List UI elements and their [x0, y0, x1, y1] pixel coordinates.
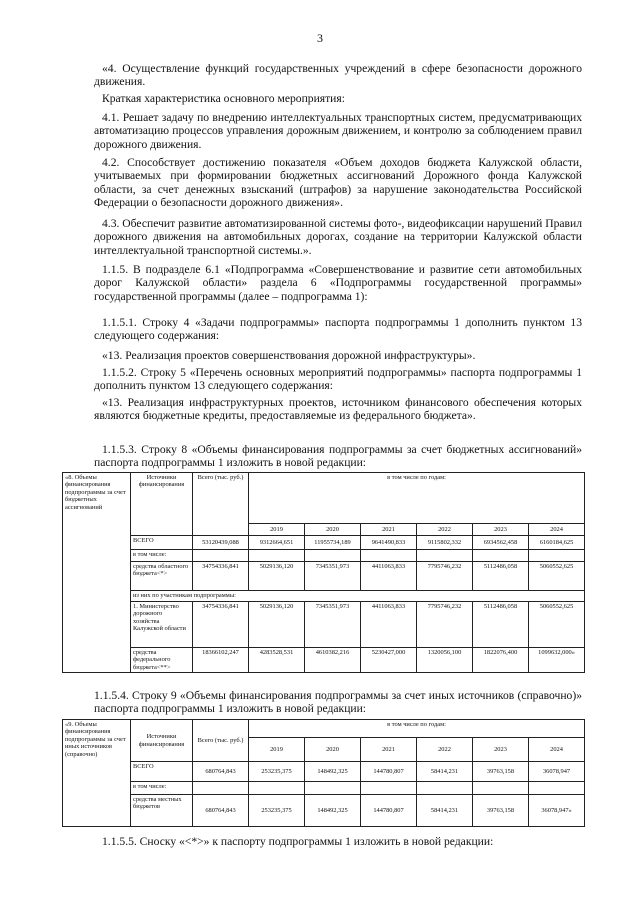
table2-local-label: средства местных бюджетов: [131, 795, 193, 827]
table-row: [63, 762, 585, 782]
table1-cell: 9641490,833: [361, 536, 417, 550]
table2-incl-label: в том числе:: [131, 782, 193, 795]
paragraph-1-1-5-3: 1.1.5.3. Строку 8 «Объемы финансирования подпрограммы за счет бюджетных ассигнований» паспорта подпрограммы 1 изложить в новой редакции:: [94, 443, 582, 470]
table2-cell: 148492,325: [305, 762, 361, 782]
table1-incl-label: в том числе:: [131, 550, 193, 562]
table2-year: 2021: [361, 738, 417, 762]
table1-cell: 9312664,651: [249, 536, 305, 550]
paragraph-quote-13-tasks: «13. Реализация проектов совершенствования дорожной инфраструктуры».: [102, 349, 476, 362]
table1-cell: 5112486,058: [473, 602, 529, 648]
paragraph-1-1-5-5: 1.1.5.5. Сноску «<*>» к паспорту подпрограммы 1 изложить в новой редакции:: [102, 835, 494, 848]
table2-cell: 148492,325: [305, 795, 361, 827]
table2-header-source: Источники финансирования: [131, 720, 193, 762]
table1-cell: 1320056,100: [417, 648, 473, 673]
table1-cell: 4411063,833: [361, 562, 417, 591]
table-row: [63, 782, 585, 795]
table1-participants-label: из них по участникам подпрограммы:: [131, 591, 585, 602]
paragraph-4-2: 4.2. Способствует достижению показателя «Объем доходов бюджета Калужской области, учитываемых при формировании бюджетных ассигнований Дорожного фонда Калужской области, за счет денежных взысканий (штрафов) за нарушение законодательства Российской Федерации о безопасности дорожного движения».: [94, 156, 582, 210]
table2-cell: 253235,375: [249, 762, 305, 782]
paragraph-4-1: 4.1. Решает задачу по внедрению интеллектуальных транспортных систем, предусматривающих автоматизацию процессов управления дорожным движением, и контролю за соблюдением правил дорожного движения.: [94, 111, 582, 151]
table1-cell: 9115802,332: [417, 536, 473, 550]
paragraph-1-1-5-2: 1.1.5.2. Строку 5 «Перечень основных мероприятий подпрограммы» паспорта подпрограммы 1 дополнить пунктом 13 следующего содержания:: [94, 366, 582, 393]
table1-year: 2021: [361, 524, 417, 536]
table2-header-years-caption: в том числе по годам:: [249, 720, 585, 738]
table1-year: 2024: [529, 524, 585, 536]
table-row: [63, 591, 585, 602]
table2-year: 2023: [473, 738, 529, 762]
table1-ministry-sum: 34754336,841: [193, 602, 249, 648]
table2-year: 2022: [417, 738, 473, 762]
table1-cell: 1099632,000»: [529, 648, 585, 673]
table1-cell: 5230427,000: [361, 648, 417, 673]
table-row: [63, 562, 585, 591]
table-row: [63, 602, 585, 648]
table1-cell: 7345351,973: [305, 602, 361, 648]
table2-local-sum: 680764,843: [193, 795, 249, 827]
table1-header-total: Всего (тыс. руб.): [193, 473, 249, 536]
financing-table-budget: [62, 472, 585, 673]
table1-year: 2020: [305, 524, 361, 536]
paragraph-1-1-5-4: 1.1.5.4. Строку 9 «Объемы финансирования подпрограммы за счет иных источников (справочно)» паспорта подпрограммы 1 изложить в новой редакции:: [94, 689, 582, 716]
financing-table-other-sources: [62, 719, 585, 827]
table1-header-years-caption: в том числе по годам:: [249, 473, 585, 524]
table1-cell: 4610382,216: [305, 648, 361, 673]
table1-cell: 5029136,120: [249, 562, 305, 591]
table1-cell: 5060552,625: [529, 562, 585, 591]
table2-cell: 253235,375: [249, 795, 305, 827]
paragraph-quote-13-measures: «13. Реализация инфраструктурных проектов, источником финансового обеспечения которых являются бюджетные кредиты, предоставляемые из федерального бюджета».: [94, 396, 582, 423]
table2-total-label: ВСЕГО: [131, 762, 193, 782]
table2-total-sum: 680764,843: [193, 762, 249, 782]
table1-federal-label: средства федерального бюджета<**>: [131, 648, 193, 673]
table1-total-sum: 53120439,088: [193, 536, 249, 550]
paragraph-item-4: «4. Осуществление функций государственных учреждений в сфере безопасности дорожного движения.: [94, 62, 582, 89]
page-number: 3: [317, 31, 323, 45]
table1-federal-sum: 18366102,247: [193, 648, 249, 673]
table1-cell: 4411063,833: [361, 602, 417, 648]
table1-cell: 7345351,973: [305, 562, 361, 591]
table1-regional-sum: 34754336,841: [193, 562, 249, 591]
table2-cell: 36078,947: [529, 762, 585, 782]
table1-ministry-label: 1. Министерство дорожного хозяйства Калужской области: [131, 602, 193, 648]
table1-cell: 5112486,058: [473, 562, 529, 591]
table1-total-label: ВСЕГО: [131, 536, 193, 550]
table2-cell: 144780,807: [361, 795, 417, 827]
table1-cell: 4283528,531: [249, 648, 305, 673]
table1-cell: 11955734,189: [305, 536, 361, 550]
table2-year: 2019: [249, 738, 305, 762]
table2-cell: 36078,947»: [529, 795, 585, 827]
table2-row-label: «9. Объемы финансирования подпрограммы за счет иных источников (справочно): [63, 720, 131, 827]
table2-cell: 58414,231: [417, 762, 473, 782]
table2-header-total: Всего (тыс. руб.): [193, 720, 249, 762]
paragraph-summary-heading: Краткая характеристика основного мероприятия:: [102, 92, 345, 105]
paragraph-4-3: 4.3. Обеспечит развитие автоматизированной системы фото-, видеофиксации нарушений Правил дорожного движения на автомобильных дорогах, создание на территории Калужской области интеллектуальной транспортной системы.».: [94, 217, 582, 257]
table2-cell: 39763,158: [473, 762, 529, 782]
table1-cell: 5060552,625: [529, 602, 585, 648]
table1-cell: 1822076,400: [473, 648, 529, 673]
table2-cell: 58414,231: [417, 795, 473, 827]
paragraph-1-1-5-1: 1.1.5.1. Строку 4 «Задачи подпрограммы» паспорта подпрограммы 1 дополнить пунктом 13 следующего содержания:: [94, 316, 582, 343]
table1-cell: 7795746,232: [417, 602, 473, 648]
table1-year: 2019: [249, 524, 305, 536]
table2-year: 2024: [529, 738, 585, 762]
table-row: [63, 795, 585, 827]
table1-year: 2023: [473, 524, 529, 536]
table1-year: 2022: [417, 524, 473, 536]
table-row: [63, 550, 585, 562]
table2-cell: 144780,807: [361, 762, 417, 782]
table2-cell: 39763,158: [473, 795, 529, 827]
table1-cell: 5029136,120: [249, 602, 305, 648]
table1-header-source: Источники финансирования: [131, 473, 193, 536]
table1-row-label: «8. Объемы финансирования подпрограммы за счет бюджетных ассигнований: [63, 473, 131, 673]
table-row: [63, 648, 585, 673]
table-row: [63, 536, 585, 550]
table1-cell: 7795746,232: [417, 562, 473, 591]
table1-regional-label: средства областного бюджета<*>: [131, 562, 193, 591]
paragraph-1-1-5: 1.1.5. В подразделе 6.1 «Подпрограмма «Совершенствование и развитие сети автомобильных дорог Калужской области» раздела 6 «Подпрограммы государственной программы» государственной программы (далее – подпрограмма 1):: [94, 263, 582, 303]
table1-cell: 6934562,458: [473, 536, 529, 550]
table2-year: 2020: [305, 738, 361, 762]
table1-cell: 6160184,625: [529, 536, 585, 550]
